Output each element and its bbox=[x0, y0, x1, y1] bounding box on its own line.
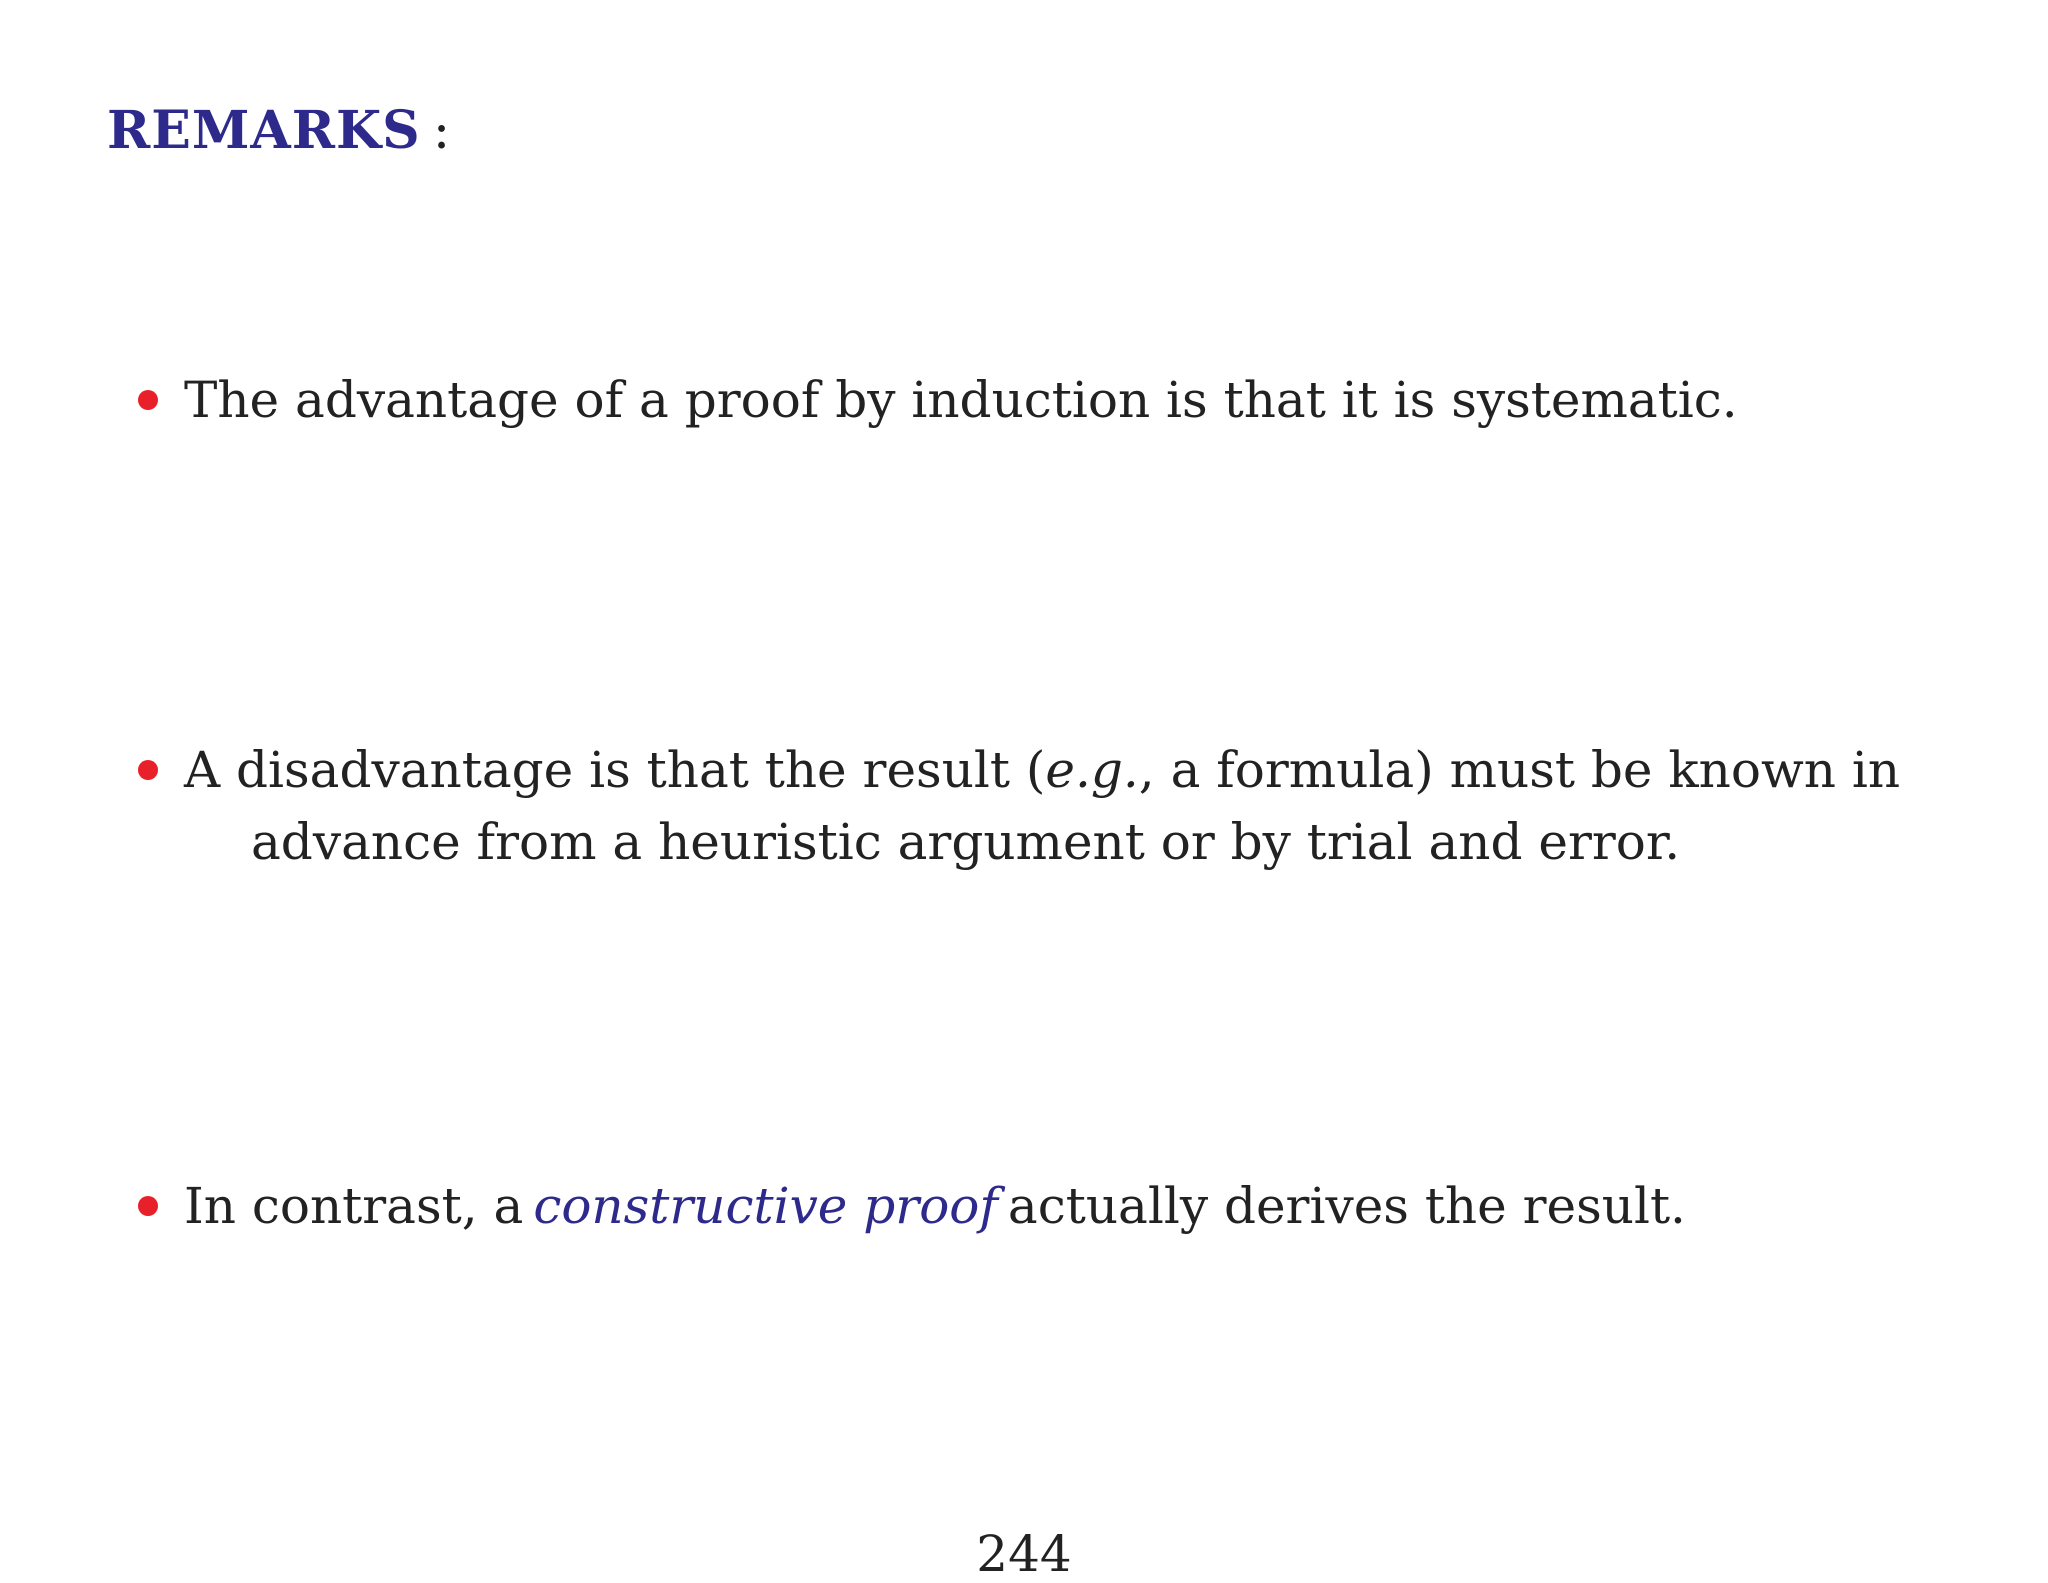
bullet-text-emphasis: e.g. bbox=[1045, 741, 1139, 799]
bullet-text-end: actually derives the result. bbox=[1007, 1177, 1686, 1235]
heading-colon: : bbox=[432, 101, 451, 161]
bullet-item-contrast bbox=[138, 1170, 1686, 1242]
bullet-dot-icon bbox=[138, 390, 158, 410]
bullet-text: The advantage of a proof by induction is that it is systematic. bbox=[184, 371, 1738, 429]
bullet-dot-icon bbox=[138, 1196, 158, 1216]
heading-title: REMARKS bbox=[107, 100, 421, 161]
bullet-text-start: A disadvantage is that the result ( bbox=[184, 741, 1046, 799]
bullet-dot-icon bbox=[138, 760, 158, 780]
page-number: 244 bbox=[976, 1525, 1072, 1583]
page-heading bbox=[107, 100, 450, 162]
bullet-text-start: In contrast, a bbox=[184, 1177, 524, 1235]
bullet-text-continuation: advance from a heuristic argument or by trial and error. bbox=[251, 813, 1681, 871]
term-constructive-proof: constructive proof bbox=[533, 1177, 998, 1235]
bullet-item-disadvantage bbox=[138, 734, 1900, 878]
bullet-text-end: , a formula) must be known in bbox=[1138, 741, 1901, 799]
bullet-item-advantage bbox=[138, 364, 1738, 436]
